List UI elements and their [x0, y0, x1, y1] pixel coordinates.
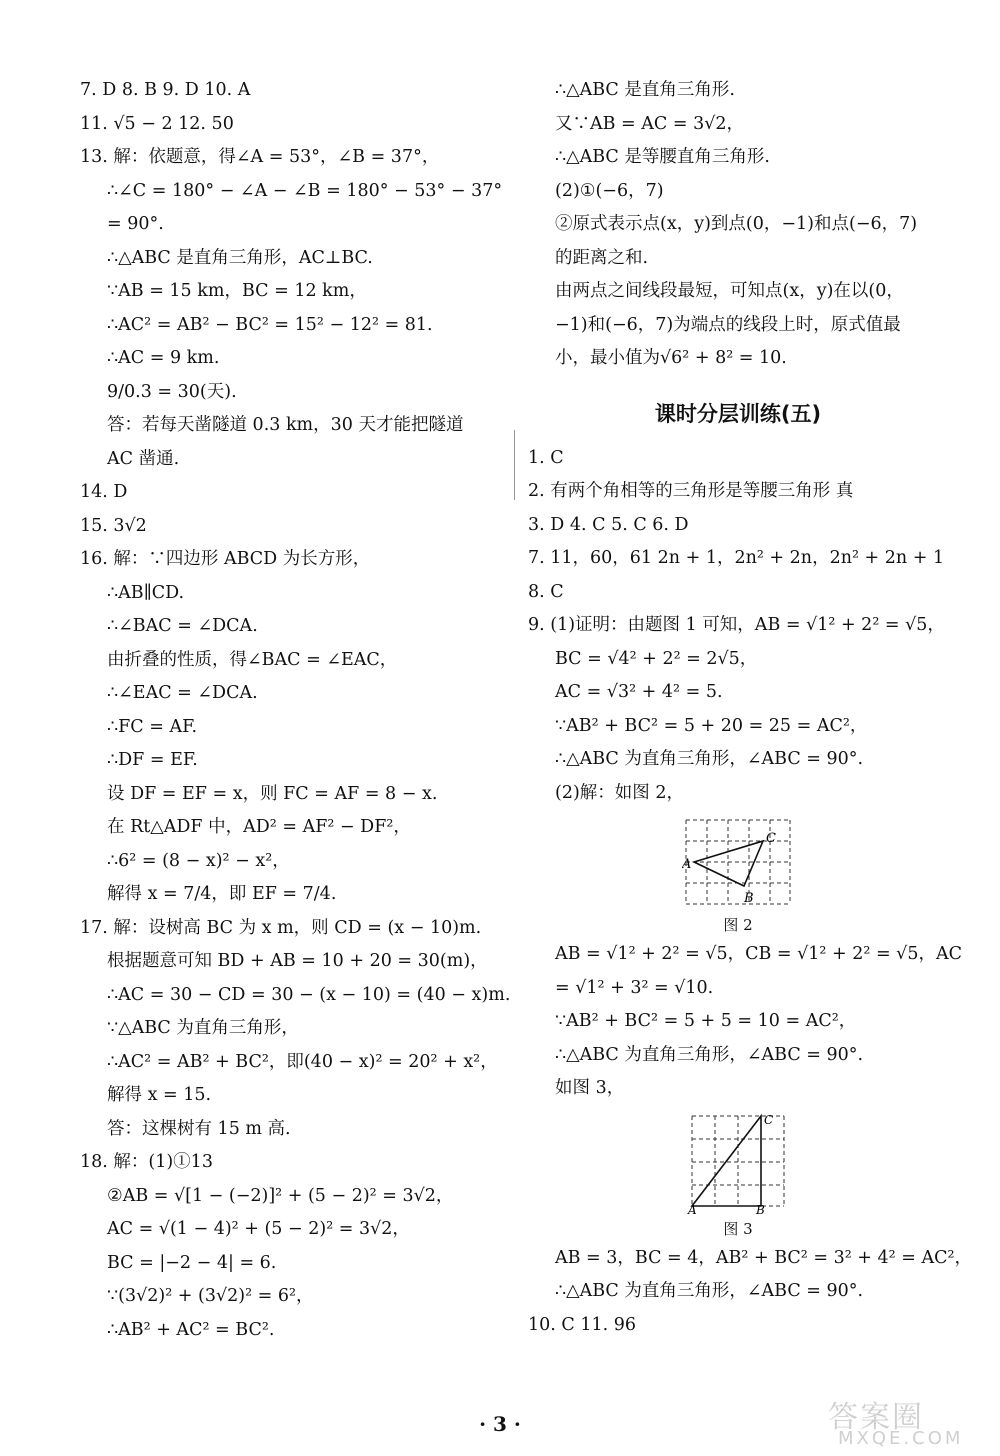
text-line: 9. (1)证明：由题图 1 可知，AB = √1² + 2² = √5， [528, 615, 945, 635]
text-line: ∴△ABC 是直角三角形，AC⊥BC. [107, 247, 373, 268]
text-line: AC = √3² + 4² = 5. [555, 682, 723, 702]
text-line: 由折叠的性质，得∠BAC = ∠EAC， [107, 649, 398, 670]
text-line: 小，最小值为√6² + 8² = 10. [555, 348, 787, 368]
fig2-label-b: B [744, 891, 754, 906]
text-line: 设 DF = EF = x，则 FC = AF = 8 − x. [107, 783, 438, 804]
text-line: 16. 解：∵四边形 ABCD 为长方形， [80, 549, 371, 569]
text-line: 的距离之和. [555, 247, 649, 268]
text-line: ∵AB² + BC² = 5 + 20 = 25 = AC²， [555, 715, 868, 736]
text-line: AB = 3，BC = 4，AB² + BC² = 3² + 4² = AC²， [555, 1247, 973, 1268]
text-line: ②AB = √[1 − (−2)]² + (5 − 2)² = 3√2， [107, 1185, 454, 1206]
text-line: ∴△ABC 是直角三角形. [555, 80, 735, 100]
text-line: 17. 解：设树高 BC 为 x m，则 CD = (x − 10)m. [80, 917, 482, 938]
watermark-url: MXQE.COM [838, 1428, 964, 1449]
text-line: ∴6² = (8 − x)² − x²， [107, 850, 290, 871]
text-line: 10. C 11. 96 [528, 1314, 637, 1335]
text-line: 答：若每天凿隧道 0.3 km，30 天才能把隧道 [107, 415, 464, 435]
text-line: ∴AB² + AC² = BC². [107, 1319, 275, 1340]
text-line: 8. C [528, 581, 564, 602]
text-line: 根据题意可知 BD + AB = 10 + 20 = 30(m)， [107, 951, 488, 971]
text-line: 14. D [80, 482, 128, 502]
fig2-label-a: A [682, 857, 692, 872]
text-line: ∵△ABC 为直角三角形， [107, 1018, 299, 1038]
text-line: ∴△ABC 是等腰直角三角形. [555, 147, 770, 167]
fig3-label-c: C [764, 1112, 774, 1127]
text-line: ∴AB∥CD. [107, 582, 185, 603]
text-line: −1)和(−6，7)为端点的线段上时，原式值最 [555, 314, 901, 335]
fig2-caption: 图 2 [723, 916, 753, 934]
section-title: 课时分层训练(五) [654, 401, 822, 426]
left-column [80, 74, 511, 1347]
text-line: 解得 x = 15. [107, 1085, 212, 1105]
text-line: 3. D 4. C 5. C 6. D [528, 514, 689, 535]
text-line: ∵(3√2)² + (3√2)² = 6²， [107, 1286, 314, 1306]
text-line: AC = √(1 − 4)² + (5 − 2)² = 3√2， [107, 1219, 410, 1239]
text-line: 11. √5 − 2 12. 50 [80, 113, 234, 134]
text-line: AB = √1² + 2² = √5，CB = √1² + 2² = √5，AC [555, 944, 962, 964]
text-line: ∴△ABC 为直角三角形，∠ABC = 90°. [555, 1044, 864, 1065]
text-line: 如图 3， [555, 1078, 625, 1098]
fig3-label-b: B [756, 1202, 765, 1214]
text-line: = √1² + 3² = √10. [555, 977, 714, 998]
text-line: ∴△ABC 为直角三角形，∠ABC = 90°. [555, 749, 864, 769]
text-line: 9/0.3 = 30(天). [107, 381, 237, 402]
text-line: 13. 解：依题意，得∠A = 53°，∠B = 37°， [80, 147, 440, 167]
text-line: AC 凿通. [107, 448, 180, 469]
text-line: (2)①(−6，7) [555, 180, 664, 201]
text-line: 又∵AB = AC = 3√2， [555, 113, 745, 134]
page-number: · 3 · [479, 1412, 521, 1436]
text-line: ∴AC² = AB² − BC² = 15² − 12² = 81. [107, 314, 433, 335]
fig3-caption: 图 3 [723, 1219, 753, 1238]
column-divider [514, 430, 515, 500]
watermark-logo: 答案圈 [828, 1400, 924, 1435]
text-line: ∴∠EAC = ∠DCA. [107, 683, 258, 703]
text-line: 解得 x = 7/4，即 EF = 7/4. [107, 884, 337, 904]
text-line: ∴FC = AF. [107, 716, 198, 737]
text-line: ∴△ABC 为直角三角形，∠ABC = 90°. [555, 1281, 864, 1301]
text-line: 7. 11，60，61 2n + 1，2n² + 2n，2n² + 2n + 1 [528, 548, 945, 568]
text-line: 18. 解：(1)①13 [80, 1152, 213, 1172]
text-line: BC = √4² + 2² = 2√5， [555, 648, 758, 669]
fig2-label-c: C [766, 831, 776, 846]
text-line: 由两点之间线段最短，可知点(x，y)在以(0， [555, 281, 904, 301]
text-line: ∴AC = 30 − CD = 30 − (x − 10) = (40 − x)m. [107, 984, 511, 1005]
figure-3 [686, 1112, 790, 1214]
text-line: 答：这棵树有 15 m 高. [107, 1118, 291, 1139]
text-line: ②原式表示点(x，y)到点(0，−1)和点(−6，7) [555, 214, 918, 234]
text-line: (2)解：如图 2， [555, 782, 684, 803]
figure-2 [682, 816, 794, 910]
text-line: ∴AC = 9 km. [107, 348, 220, 368]
text-line: ∴∠C = 180° − ∠A − ∠B = 180° − 53° − 37° [107, 180, 503, 201]
text-line: ∵AB = 15 km，BC = 12 km， [107, 281, 367, 301]
text-line: ∴DF = EF. [107, 750, 198, 770]
text-line: 1. C [528, 447, 564, 468]
watermark [828, 1392, 988, 1452]
text-line: ∴AC² = AB² + BC²，即(40 − x)² = 20² + x²， [107, 1051, 498, 1072]
text-line: 15. 3√2 [80, 515, 147, 536]
right-column [528, 74, 973, 1342]
text-line: BC = |−2 − 4| = 6. [107, 1252, 277, 1273]
text-line: ∴∠BAC = ∠DCA. [107, 616, 258, 636]
text-line: 在 Rt△ADF 中，AD² = AF² − DF²， [107, 817, 411, 837]
fig3-label-a: A [688, 1202, 697, 1214]
text-line: 7. D 8. B 9. D 10. A [80, 80, 251, 100]
text-line: = 90°. [107, 214, 164, 234]
text-line: 2. 有两个角相等的三角形是等腰三角形 真 [528, 481, 854, 501]
text-line: ∵AB² + BC² = 5 + 5 = 10 = AC²， [555, 1011, 857, 1031]
